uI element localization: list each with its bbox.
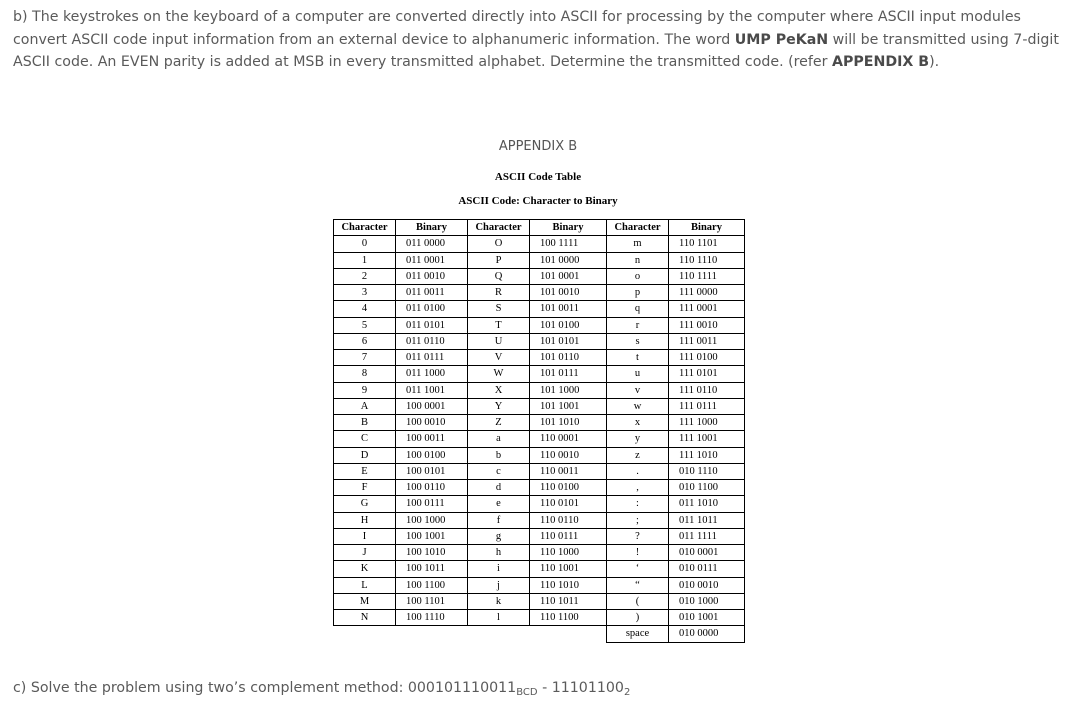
- character-cell: n: [607, 252, 669, 268]
- binary-cell: 010 1110: [669, 463, 745, 479]
- binary-cell: 111 0010: [669, 317, 745, 333]
- table-row: [334, 545, 745, 561]
- binary-cell: 110 1110: [669, 252, 745, 268]
- binary-cell: 111 1000: [669, 415, 745, 431]
- question-c-text: [13, 680, 630, 698]
- character-cell: Z: [468, 415, 530, 431]
- binary-cell: 111 0110: [669, 382, 745, 398]
- ascii-table: [333, 219, 745, 643]
- character-cell: ): [607, 610, 669, 626]
- character-cell: [468, 626, 530, 642]
- binary-cell: 101 0001: [530, 268, 607, 284]
- binary-cell: 101 0101: [530, 333, 607, 349]
- character-cell: [334, 626, 396, 642]
- binary-cell: 101 0100: [530, 317, 607, 333]
- binary-cell: 010 1001: [669, 610, 745, 626]
- character-cell: space: [607, 626, 669, 642]
- binary-cell: 110 0111: [530, 528, 607, 544]
- character-cell: Y: [468, 398, 530, 414]
- binary-cell: 100 0100: [396, 447, 468, 463]
- table-row: [334, 268, 745, 284]
- character-cell: c: [468, 463, 530, 479]
- table-row: [334, 366, 745, 382]
- binary-cell: 011 0001: [396, 252, 468, 268]
- character-cell: ,: [607, 480, 669, 496]
- table-row: [334, 480, 745, 496]
- binary-cell: 101 0000: [530, 252, 607, 268]
- character-cell: W: [468, 366, 530, 382]
- binary-cell: 110 0011: [530, 463, 607, 479]
- binary-cell: 011 0111: [396, 350, 468, 366]
- binary-cell: 100 0010: [396, 415, 468, 431]
- binary-cell: 011 1011: [669, 512, 745, 528]
- character-cell: K: [334, 561, 396, 577]
- character-cell: 4: [334, 301, 396, 317]
- binary-cell: 010 1000: [669, 593, 745, 609]
- character-cell: r: [607, 317, 669, 333]
- character-cell: 7: [334, 350, 396, 366]
- binary-cell: 100 1111: [530, 236, 607, 252]
- character-cell: “: [607, 577, 669, 593]
- character-cell: 9: [334, 382, 396, 398]
- binary-cell: 111 0001: [669, 301, 745, 317]
- question-b-part1: b) The keystrokes on the keyboard of a computer are converted directly into ASCII for processing by the computer where ASCII input modules convert ASCII code input information from an external device to alphanumeric information. The word: [13, 9, 1021, 48]
- character-cell: V: [468, 350, 530, 366]
- binary-cell: 111 0100: [669, 350, 745, 366]
- binary-cell: 011 1010: [669, 496, 745, 512]
- table-row: [334, 350, 745, 366]
- table-row: [334, 382, 745, 398]
- transmitted-word: UMP PeKaN: [734, 31, 829, 48]
- character-cell: .: [607, 463, 669, 479]
- binary-cell: 100 1001: [396, 528, 468, 544]
- question-b-part2: will be transmitted using 7-digit ASCII code. An EVEN parity is added at MSB in every transmitted alphabet. Determine the transmitted code. (refer: [13, 31, 1059, 70]
- binary-cell: 110 0001: [530, 431, 607, 447]
- ascii-table-body: [334, 236, 745, 642]
- binary-cell: 101 1001: [530, 398, 607, 414]
- binary-cell: 101 0110: [530, 350, 607, 366]
- binary-cell: 100 0011: [396, 431, 468, 447]
- character-cell: i: [468, 561, 530, 577]
- character-cell: u: [607, 366, 669, 382]
- character-cell: t: [607, 350, 669, 366]
- binary-cell: 111 1001: [669, 431, 745, 447]
- character-cell: F: [334, 480, 396, 496]
- question-c-mid: - 11101100: [537, 680, 624, 696]
- character-cell: !: [607, 545, 669, 561]
- character-cell: 6: [334, 333, 396, 349]
- binary-cell: 100 1110: [396, 610, 468, 626]
- binary-cell: 010 0010: [669, 577, 745, 593]
- question-c-sub-bcd: BCD: [516, 687, 538, 698]
- question-c-main: c) Solve the problem using two’s complement method: 000101110011: [13, 680, 517, 696]
- question-c-sub-base: 2: [623, 687, 631, 698]
- character-cell: 1: [334, 252, 396, 268]
- binary-cell: 010 0000: [669, 626, 745, 642]
- binary-cell: 010 0001: [669, 545, 745, 561]
- table-row: [334, 626, 745, 642]
- character-cell: z: [607, 447, 669, 463]
- character-cell: j: [468, 577, 530, 593]
- character-cell: E: [334, 463, 396, 479]
- column-header: Binary: [669, 220, 745, 236]
- table-row: [334, 577, 745, 593]
- binary-cell: 110 1101: [669, 236, 745, 252]
- table-title: ASCII Code Table: [494, 171, 582, 183]
- binary-cell: 100 1011: [396, 561, 468, 577]
- binary-cell: 011 0000: [396, 236, 468, 252]
- binary-cell: 111 0011: [669, 333, 745, 349]
- character-cell: y: [607, 431, 669, 447]
- binary-cell: 101 1000: [530, 382, 607, 398]
- appendix-title: APPENDIX B: [498, 139, 578, 154]
- character-cell: P: [468, 252, 530, 268]
- binary-cell: 011 1111: [669, 528, 745, 544]
- binary-cell: 100 0110: [396, 480, 468, 496]
- table-row: [334, 333, 745, 349]
- binary-cell: 110 1000: [530, 545, 607, 561]
- table-row: [334, 496, 745, 512]
- character-cell: g: [468, 528, 530, 544]
- binary-cell: 101 1010: [530, 415, 607, 431]
- character-cell: 0: [334, 236, 396, 252]
- character-cell: S: [468, 301, 530, 317]
- binary-cell: 110 1111: [669, 268, 745, 284]
- character-cell: q: [607, 301, 669, 317]
- column-header: Character: [607, 220, 669, 236]
- binary-cell: [530, 626, 607, 642]
- binary-cell: 011 0010: [396, 268, 468, 284]
- binary-cell: 010 1100: [669, 480, 745, 496]
- binary-cell: 011 0110: [396, 333, 468, 349]
- question-b-text: [13, 6, 1075, 74]
- column-header: Binary: [530, 220, 607, 236]
- character-cell: U: [468, 333, 530, 349]
- binary-cell: 101 0011: [530, 301, 607, 317]
- binary-cell: 010 0111: [669, 561, 745, 577]
- binary-cell: 101 0111: [530, 366, 607, 382]
- character-cell: (: [607, 593, 669, 609]
- character-cell: s: [607, 333, 669, 349]
- character-cell: X: [468, 382, 530, 398]
- table-subtitle: ASCII Code: Character to Binary: [458, 195, 618, 207]
- binary-cell: 101 0010: [530, 285, 607, 301]
- character-cell: p: [607, 285, 669, 301]
- character-cell: d: [468, 480, 530, 496]
- table-row: [334, 285, 745, 301]
- binary-cell: 100 1000: [396, 512, 468, 528]
- table-row: [334, 252, 745, 268]
- binary-cell: 110 0101: [530, 496, 607, 512]
- character-cell: A: [334, 398, 396, 414]
- table-row: [334, 447, 745, 463]
- table-row: [334, 236, 745, 252]
- column-header: Binary: [396, 220, 468, 236]
- binary-cell: 110 0010: [530, 447, 607, 463]
- character-cell: ‘: [607, 561, 669, 577]
- binary-cell: [396, 626, 468, 642]
- column-header: Character: [334, 220, 396, 236]
- character-cell: x: [607, 415, 669, 431]
- character-cell: :: [607, 496, 669, 512]
- table-row: [334, 398, 745, 414]
- character-cell: e: [468, 496, 530, 512]
- table-row: [334, 610, 745, 626]
- binary-cell: 011 0101: [396, 317, 468, 333]
- ascii-table-header: [334, 220, 745, 236]
- character-cell: 3: [334, 285, 396, 301]
- binary-cell: 110 0100: [530, 480, 607, 496]
- appendix-reference: APPENDIX B: [831, 54, 930, 70]
- character-cell: R: [468, 285, 530, 301]
- table-row: [334, 415, 745, 431]
- character-cell: w: [607, 398, 669, 414]
- character-cell: L: [334, 577, 396, 593]
- character-cell: G: [334, 496, 396, 512]
- binary-cell: 100 0001: [396, 398, 468, 414]
- character-cell: ?: [607, 528, 669, 544]
- character-cell: v: [607, 382, 669, 398]
- table-row: [334, 593, 745, 609]
- binary-cell: 110 1011: [530, 593, 607, 609]
- character-cell: f: [468, 512, 530, 528]
- character-cell: D: [334, 447, 396, 463]
- binary-cell: 100 1101: [396, 593, 468, 609]
- table-row: [334, 317, 745, 333]
- binary-cell: 110 0110: [530, 512, 607, 528]
- character-cell: Q: [468, 268, 530, 284]
- binary-cell: 111 0101: [669, 366, 745, 382]
- character-cell: h: [468, 545, 530, 561]
- character-cell: B: [334, 415, 396, 431]
- binary-cell: 110 1001: [530, 561, 607, 577]
- character-cell: J: [334, 545, 396, 561]
- table-row: [334, 463, 745, 479]
- binary-cell: 100 1100: [396, 577, 468, 593]
- character-cell: 8: [334, 366, 396, 382]
- header-row: [334, 220, 745, 236]
- question-b-part3: ).: [929, 54, 940, 70]
- character-cell: o: [607, 268, 669, 284]
- table-row: [334, 301, 745, 317]
- binary-cell: 011 0011: [396, 285, 468, 301]
- character-cell: l: [468, 610, 530, 626]
- table-row: [334, 561, 745, 577]
- character-cell: O: [468, 236, 530, 252]
- character-cell: m: [607, 236, 669, 252]
- binary-cell: 100 1010: [396, 545, 468, 561]
- character-cell: N: [334, 610, 396, 626]
- character-cell: a: [468, 431, 530, 447]
- character-cell: C: [334, 431, 396, 447]
- binary-cell: 011 1001: [396, 382, 468, 398]
- binary-cell: 110 1010: [530, 577, 607, 593]
- binary-cell: 111 0111: [669, 398, 745, 414]
- character-cell: 2: [334, 268, 396, 284]
- binary-cell: 111 1010: [669, 447, 745, 463]
- binary-cell: 100 0101: [396, 463, 468, 479]
- table-row: [334, 528, 745, 544]
- character-cell: ;: [607, 512, 669, 528]
- binary-cell: 011 0100: [396, 301, 468, 317]
- character-cell: k: [468, 593, 530, 609]
- character-cell: b: [468, 447, 530, 463]
- character-cell: M: [334, 593, 396, 609]
- table-row: [334, 431, 745, 447]
- character-cell: 5: [334, 317, 396, 333]
- character-cell: H: [334, 512, 396, 528]
- character-cell: I: [334, 528, 396, 544]
- table-row: [334, 512, 745, 528]
- binary-cell: 100 0111: [396, 496, 468, 512]
- binary-cell: 110 1100: [530, 610, 607, 626]
- binary-cell: 011 1000: [396, 366, 468, 382]
- binary-cell: 111 0000: [669, 285, 745, 301]
- column-header: Character: [468, 220, 530, 236]
- character-cell: T: [468, 317, 530, 333]
